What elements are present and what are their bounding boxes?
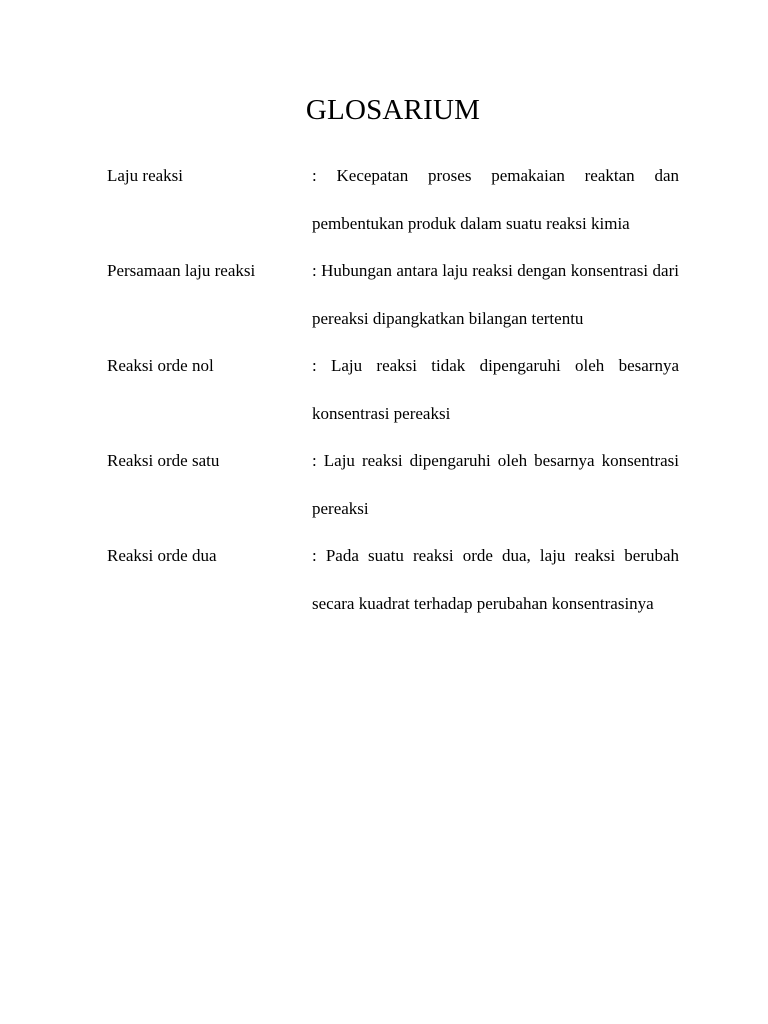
glossary-entry: [107, 247, 679, 342]
glossary-term: Laju reaksi: [107, 166, 183, 185]
glossary-entry: [107, 532, 679, 627]
page-title: GLOSARIUM: [305, 94, 481, 126]
glossary-entry: [107, 152, 679, 247]
glossary-definition: : Laju reaksi dipengaruhi oleh besarnya konsentrasi pereaksi: [312, 451, 679, 518]
glossary-definition: : Kecepatan proses pemakaian reaktan dan pembentukan produk dalam suatu reaksi kimia: [312, 166, 679, 233]
glossary-term: Reaksi orde satu: [107, 451, 220, 470]
glossary-entry: [107, 437, 679, 532]
glossary-definition: : Hubungan antara laju reaksi dengan konsentrasi dari pereaksi dipangkatkan bilangan tertentu: [312, 261, 679, 328]
glossary-term: Reaksi orde nol: [107, 356, 214, 375]
glossary-list: [107, 152, 679, 627]
glossary-definition: : Pada suatu reaksi orde dua, laju reaksi berubah secara kuadrat terhadap perubahan konsentrasinya: [312, 546, 679, 613]
glossary-term: Persamaan laju reaksi: [107, 261, 256, 280]
glossary-entry: [107, 342, 679, 437]
glossary-term: Reaksi orde dua: [107, 546, 217, 565]
glossary-definition: : Laju reaksi tidak dipengaruhi oleh besarnya konsentrasi pereaksi: [312, 356, 679, 423]
